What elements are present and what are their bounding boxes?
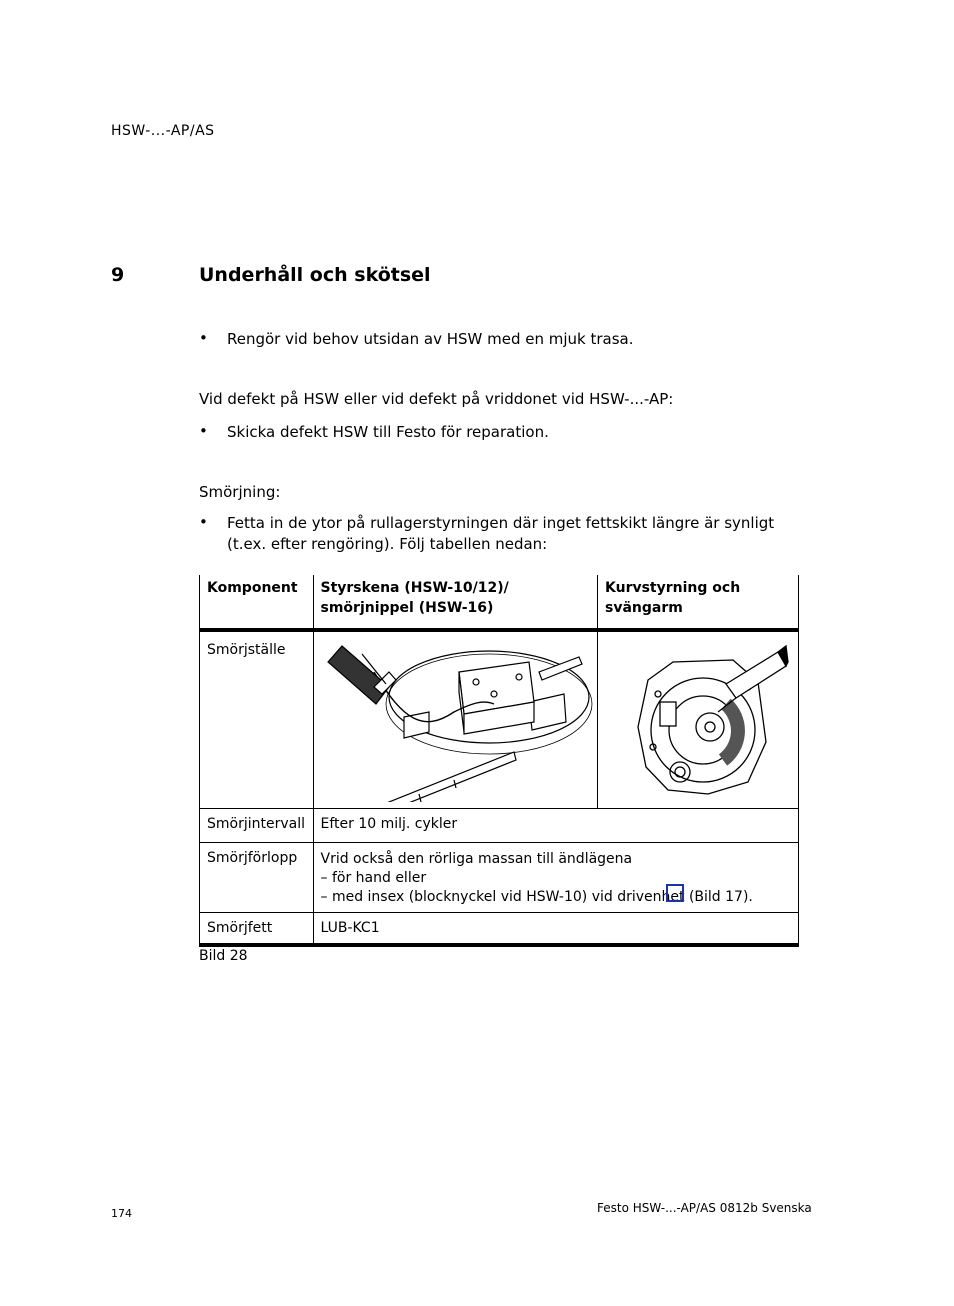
interval-label: Smörjintervall	[207, 816, 305, 832]
bullet-dot: •	[199, 329, 208, 347]
row-label-lube-point	[200, 630, 314, 809]
interval-value	[313, 809, 799, 843]
header-guide-rail-line2: smörjnippel (HSW-16)	[320, 600, 494, 616]
row-label-grease	[200, 913, 314, 946]
bullet-repair: Skicka defekt HSW till Festo för reparation.	[227, 423, 549, 441]
table-row	[200, 913, 799, 946]
bullet-grease-line1: Fetta in de ytor på rullagerstyrningen där inget fettskikt längre är synligt	[227, 514, 775, 532]
page-number: 174	[111, 1207, 132, 1220]
lube-point-label: Smörjställe	[207, 642, 286, 658]
table-row	[200, 630, 799, 809]
procedure-line1: Vrid också den rörliga massan till ändlägena	[320, 851, 633, 867]
bullet-grease-line2: (t.ex. efter rengöring). Följ tabellen nedan:	[227, 535, 548, 553]
cam-guide-illustration-cell	[598, 630, 799, 809]
header-cam-guide-line2: svängarm	[605, 600, 683, 616]
bullet-cleaning: Rengör vid behov utsidan av HSW med en mjuk trasa.	[227, 330, 634, 348]
header-component	[200, 575, 314, 630]
grease-label: Smörjfett	[207, 920, 273, 936]
guide-rail-lubrication-illustration	[314, 632, 597, 802]
grease-value-text: LUB-KC1	[320, 920, 380, 936]
section-number: 9	[111, 264, 125, 286]
selection-marker[interactable]	[666, 884, 684, 902]
row-label-procedure	[200, 843, 314, 913]
header-cam-guide-line1: Kurvstyrning och	[605, 580, 741, 596]
interval-value-text: Efter 10 milj. cykler	[320, 816, 458, 832]
procedure-line3: – med insex (blocknyckel vid HSW-10) vid drivenhet (Bild 17).	[320, 889, 753, 905]
grease-value	[313, 913, 799, 946]
header-component-label: Komponent	[207, 580, 298, 596]
table-row	[200, 809, 799, 843]
procedure-value	[313, 843, 799, 913]
bullet-dot: •	[199, 513, 208, 531]
lubrication-heading: Smörjning:	[199, 483, 281, 501]
procedure-label: Smörjförlopp	[207, 850, 298, 866]
procedure-line2: – för hand eller	[320, 870, 427, 886]
section-title: Underhåll och skötsel	[199, 264, 431, 286]
table-header-row	[200, 575, 799, 630]
header-cam-guide	[598, 575, 799, 630]
figure-caption: Bild 28	[199, 948, 248, 964]
row-label-interval	[200, 809, 314, 843]
document-footer: Festo HSW-...-AP/AS 0812b Svenska	[597, 1201, 812, 1215]
running-header: HSW-...-AP/AS	[111, 123, 215, 139]
header-guide-rail-line1: Styrskena (HSW-10/12)/	[320, 580, 509, 596]
bullet-dot: •	[199, 422, 208, 440]
table-row	[200, 843, 799, 913]
bullet-grease	[227, 513, 774, 555]
defect-paragraph: Vid defekt på HSW eller vid defekt på vriddonet vid HSW-...-AP:	[199, 390, 674, 408]
lubrication-table	[199, 575, 799, 947]
guide-rail-illustration-cell	[313, 630, 598, 809]
header-guide-rail	[313, 575, 598, 630]
cam-guide-lubrication-illustration	[598, 632, 798, 802]
